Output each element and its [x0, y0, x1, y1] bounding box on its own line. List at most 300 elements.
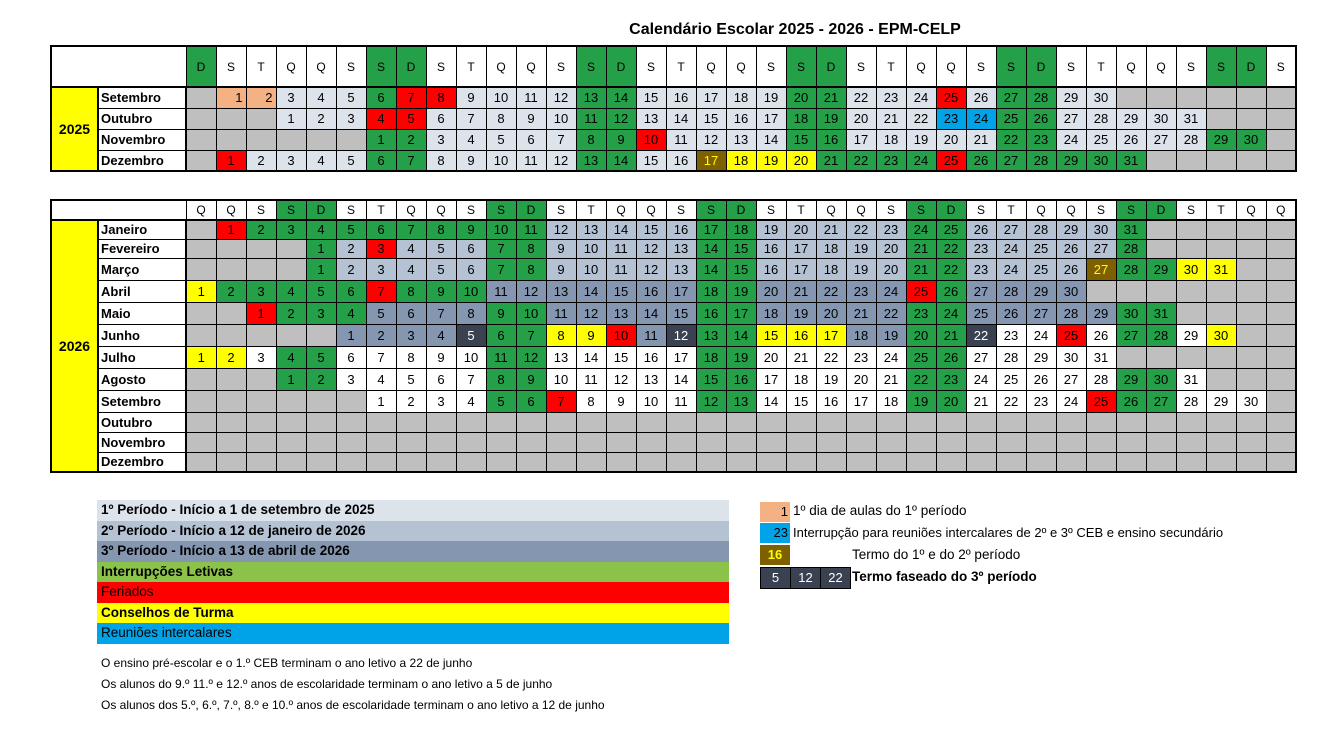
- day-cell: 26: [936, 280, 966, 302]
- empty-cell: [366, 432, 396, 452]
- day-cell: 4: [366, 368, 396, 390]
- day-cell: 6: [366, 220, 396, 239]
- empty-cell: [186, 258, 216, 280]
- empty-cell: [1236, 368, 1266, 390]
- empty-cell: [1146, 280, 1176, 302]
- day-cell: 27: [966, 346, 996, 368]
- empty-cell: [186, 324, 216, 346]
- day-cell: 20: [786, 150, 816, 171]
- note-1: O ensino pré-escolar e o 1.º CEB terminam o ano letivo a 22 de junho: [101, 656, 473, 670]
- day-cell: 17: [696, 220, 726, 239]
- month-label: Novembro: [98, 129, 186, 150]
- day-cell: 21: [906, 239, 936, 258]
- day-cell: 18: [816, 239, 846, 258]
- empty-cell: [786, 412, 816, 432]
- day-cell: 7: [366, 346, 396, 368]
- empty-cell: [186, 87, 216, 108]
- empty-cell: [756, 432, 786, 452]
- day-cell: 21: [786, 346, 816, 368]
- day-cell: 28: [1176, 390, 1206, 412]
- empty-cell: [846, 452, 876, 472]
- empty-cell: [1266, 280, 1296, 302]
- empty-cell: [726, 452, 756, 472]
- day-cell: 3: [276, 220, 306, 239]
- day-cell: 11: [546, 302, 576, 324]
- empty-cell: [1146, 412, 1176, 432]
- weekday-header: T: [1086, 46, 1116, 87]
- empty-cell: [1176, 452, 1206, 472]
- legend-interrupcoes: Interrupções Letivas: [97, 562, 729, 583]
- day-cell: 8: [576, 129, 606, 150]
- day-cell: 11: [516, 220, 546, 239]
- day-cell: 20: [786, 87, 816, 108]
- day-cell: 24: [996, 258, 1026, 280]
- day-cell: 2: [336, 239, 366, 258]
- day-cell: 16: [786, 324, 816, 346]
- day-cell: 16: [756, 258, 786, 280]
- day-cell: 24: [936, 302, 966, 324]
- empty-cell: [816, 452, 846, 472]
- day-cell: 26: [1116, 129, 1146, 150]
- day-cell: 16: [816, 129, 846, 150]
- day-cell: 21: [786, 280, 816, 302]
- day-cell: 30: [1146, 368, 1176, 390]
- day-cell: 17: [786, 239, 816, 258]
- day-cell: 25: [966, 302, 996, 324]
- day-cell: 17: [666, 346, 696, 368]
- day-cell: 20: [906, 324, 936, 346]
- empty-cell: [1146, 150, 1176, 171]
- empty-cell: [396, 432, 426, 452]
- day-cell: 14: [606, 150, 636, 171]
- empty-cell: [336, 390, 366, 412]
- empty-cell: [906, 412, 936, 432]
- key-first-day-swatch: 1: [760, 502, 790, 522]
- day-cell: 5: [336, 87, 366, 108]
- empty-cell: [186, 239, 216, 258]
- empty-cell: [246, 390, 276, 412]
- empty-cell: [216, 432, 246, 452]
- day-cell: 3: [276, 150, 306, 171]
- day-cell: 9: [516, 108, 546, 129]
- empty-cell: [1236, 239, 1266, 258]
- day-cell: 13: [636, 368, 666, 390]
- day-cell: 31: [1086, 346, 1116, 368]
- day-cell: 5: [306, 346, 336, 368]
- empty-cell: [516, 452, 546, 472]
- day-cell: 1: [276, 108, 306, 129]
- day-cell: 7: [456, 108, 486, 129]
- empty-cell: [1206, 280, 1236, 302]
- day-cell: 21: [876, 108, 906, 129]
- day-cell: 1: [306, 258, 336, 280]
- day-cell: 9: [426, 346, 456, 368]
- empty-cell: [426, 412, 456, 432]
- day-cell: 14: [666, 108, 696, 129]
- day-cell: 2: [246, 220, 276, 239]
- day-cell: 2: [396, 129, 426, 150]
- weekday-header: S: [756, 46, 786, 87]
- day-cell: 30: [1176, 258, 1206, 280]
- weekday-header: S: [1266, 46, 1296, 87]
- day-cell: 28: [1026, 220, 1056, 239]
- day-cell: 29: [1116, 108, 1146, 129]
- weekday-header: S: [1176, 200, 1206, 220]
- day-cell: 24: [906, 150, 936, 171]
- month-row: [51, 150, 1296, 171]
- weekday-header: S: [366, 46, 396, 87]
- day-cell: 10: [636, 390, 666, 412]
- weekday-header: D: [1146, 200, 1176, 220]
- day-cell: 19: [906, 129, 936, 150]
- month-label: Setembro: [98, 87, 186, 108]
- weekday-header: S: [486, 200, 516, 220]
- day-cell: 14: [576, 280, 606, 302]
- day-cell: 5: [396, 368, 426, 390]
- day-cell: 9: [426, 280, 456, 302]
- day-cell: 20: [936, 390, 966, 412]
- empty-cell: [1206, 220, 1236, 239]
- day-cell: 7: [546, 390, 576, 412]
- day-cell: 29: [1056, 220, 1086, 239]
- day-cell: 22: [996, 390, 1026, 412]
- day-cell: 24: [906, 220, 936, 239]
- empty-cell: [1266, 412, 1296, 432]
- day-cell: 25: [1026, 239, 1056, 258]
- day-cell: 20: [936, 129, 966, 150]
- day-cell: 12: [636, 258, 666, 280]
- empty-cell: [276, 452, 306, 472]
- month-label: Junho: [98, 324, 186, 346]
- day-cell: 25: [1026, 258, 1056, 280]
- weekday-header: T: [876, 46, 906, 87]
- empty-cell: [186, 390, 216, 412]
- empty-cell: [216, 239, 246, 258]
- day-cell: 8: [426, 220, 456, 239]
- empty-cell: [1236, 432, 1266, 452]
- day-cell: 26: [996, 302, 1026, 324]
- weekday-header: Q: [636, 200, 666, 220]
- day-cell: 7: [396, 150, 426, 171]
- empty-cell: [426, 432, 456, 452]
- day-cell: 4: [276, 280, 306, 302]
- empty-cell: [1176, 412, 1206, 432]
- day-cell: 11: [666, 390, 696, 412]
- day-cell: 13: [546, 346, 576, 368]
- day-cell: 2: [366, 324, 396, 346]
- empty-cell: [1206, 108, 1236, 129]
- empty-cell: [1086, 412, 1116, 432]
- day-cell: 26: [1056, 258, 1086, 280]
- day-cell: 11: [516, 150, 546, 171]
- day-cell: 7: [366, 280, 396, 302]
- empty-cell: [966, 452, 996, 472]
- day-cell: 9: [606, 129, 636, 150]
- weekday-header: T: [366, 200, 396, 220]
- day-cell: 6: [366, 150, 396, 171]
- day-cell: 22: [906, 108, 936, 129]
- weekday-header: S: [1086, 200, 1116, 220]
- month-label: Julho: [98, 346, 186, 368]
- day-cell: 15: [636, 87, 666, 108]
- day-cell: 27: [996, 150, 1026, 171]
- weekday-header: D: [186, 46, 216, 87]
- day-cell: 14: [606, 220, 636, 239]
- empty-cell: [1266, 150, 1296, 171]
- day-cell: 27: [1116, 324, 1146, 346]
- day-cell: 10: [546, 368, 576, 390]
- day-cell: 1: [186, 280, 216, 302]
- day-cell: 25: [936, 150, 966, 171]
- day-cell: 12: [666, 324, 696, 346]
- empty-cell: [186, 452, 216, 472]
- day-cell: 8: [516, 239, 546, 258]
- month-row: [51, 258, 1296, 280]
- day-cell: 24: [966, 108, 996, 129]
- day-cell: 2: [276, 302, 306, 324]
- weekday-header: S: [456, 200, 486, 220]
- weekday-header: T: [786, 200, 816, 220]
- empty-cell: [306, 452, 336, 472]
- month-row: [51, 239, 1296, 258]
- day-cell: 14: [636, 302, 666, 324]
- day-cell: 30: [1086, 87, 1116, 108]
- weekday-header: S: [846, 46, 876, 87]
- key-phase-2: 12: [790, 567, 821, 589]
- empty-cell: [396, 412, 426, 432]
- day-cell: 24: [966, 368, 996, 390]
- weekday-header: Q: [936, 46, 966, 87]
- day-cell: 26: [1026, 368, 1056, 390]
- day-cell: 30: [1206, 324, 1236, 346]
- month-label: Setembro: [98, 390, 186, 412]
- day-cell: 9: [546, 239, 576, 258]
- empty-cell: [1236, 258, 1266, 280]
- day-cell: 11: [486, 346, 516, 368]
- day-cell: 23: [936, 368, 966, 390]
- weekday-header: S: [246, 200, 276, 220]
- day-cell: 7: [486, 258, 516, 280]
- day-cell: 18: [816, 258, 846, 280]
- day-cell: 28: [1026, 150, 1056, 171]
- empty-cell: [906, 432, 936, 452]
- empty-cell: [216, 412, 246, 432]
- day-cell: 19: [816, 108, 846, 129]
- empty-cell: [336, 129, 366, 150]
- day-cell: 5: [396, 108, 426, 129]
- day-cell: 28: [1146, 324, 1176, 346]
- empty-cell: [1086, 452, 1116, 472]
- day-cell: 22: [846, 87, 876, 108]
- day-cell: 10: [486, 220, 516, 239]
- day-cell: 12: [606, 108, 636, 129]
- day-cell: 12: [696, 129, 726, 150]
- month-row: [51, 220, 1296, 239]
- empty-cell: [816, 412, 846, 432]
- empty-cell: [276, 258, 306, 280]
- weekday-header: Q: [276, 46, 306, 87]
- weekday-header: Q: [906, 46, 936, 87]
- empty-cell: [306, 129, 336, 150]
- empty-cell: [1236, 108, 1266, 129]
- weekday-header: Q: [1146, 46, 1176, 87]
- empty-cell: [1176, 87, 1206, 108]
- month-label: Fevereiro: [98, 239, 186, 258]
- day-cell: 25: [936, 87, 966, 108]
- day-cell: 10: [486, 87, 516, 108]
- day-cell: 18: [726, 87, 756, 108]
- weekday-header: S: [996, 46, 1026, 87]
- empty-cell: [516, 432, 546, 452]
- key-phase-3: 22: [820, 567, 851, 589]
- empty-cell: [666, 432, 696, 452]
- day-cell: 16: [636, 346, 666, 368]
- day-cell: 28: [1086, 368, 1116, 390]
- day-cell: 17: [846, 129, 876, 150]
- empty-cell: [1116, 280, 1146, 302]
- day-cell: 23: [1026, 129, 1056, 150]
- weekday-header: S: [276, 200, 306, 220]
- day-cell: 21: [876, 368, 906, 390]
- day-cell: 31: [1146, 302, 1176, 324]
- empty-cell: [1146, 239, 1176, 258]
- day-cell: 4: [306, 87, 336, 108]
- day-cell: 19: [876, 324, 906, 346]
- day-cell: 27: [1056, 108, 1086, 129]
- empty-cell: [996, 432, 1026, 452]
- empty-cell: [1116, 346, 1146, 368]
- day-cell: 30: [1236, 390, 1266, 412]
- empty-cell: [1176, 150, 1206, 171]
- day-cell: 27: [1086, 258, 1116, 280]
- day-cell: 23: [966, 239, 996, 258]
- empty-cell: [1266, 87, 1296, 108]
- key-termo-swatch: 16: [760, 545, 790, 565]
- key-phase-1: 5: [760, 567, 791, 589]
- empty-cell: [546, 452, 576, 472]
- empty-cell: [1116, 452, 1146, 472]
- weekday-header: S: [336, 46, 366, 87]
- day-cell: 5: [426, 239, 456, 258]
- day-cell: 13: [726, 390, 756, 412]
- empty-cell: [216, 129, 246, 150]
- month-label: Dezembro: [98, 150, 186, 171]
- day-cell: 3: [426, 390, 456, 412]
- day-cell: 31: [1206, 258, 1236, 280]
- weekday-header: Q: [186, 200, 216, 220]
- empty-cell: [1206, 150, 1236, 171]
- day-cell: 23: [876, 220, 906, 239]
- weekday-header: S: [966, 46, 996, 87]
- day-cell: 1: [276, 368, 306, 390]
- day-cell: 6: [426, 108, 456, 129]
- weekday-header: Q: [816, 200, 846, 220]
- empty-cell: [246, 239, 276, 258]
- day-cell: 22: [846, 220, 876, 239]
- day-cell: 8: [396, 346, 426, 368]
- empty-cell: [1056, 432, 1086, 452]
- day-cell: 19: [786, 302, 816, 324]
- day-cell: 23: [1026, 390, 1056, 412]
- empty-cell: [306, 390, 336, 412]
- day-cell: 13: [576, 220, 606, 239]
- empty-cell: [216, 302, 246, 324]
- empty-cell: [186, 302, 216, 324]
- month-label: Abril: [98, 280, 186, 302]
- empty-cell: [1236, 220, 1266, 239]
- empty-cell: [246, 452, 276, 472]
- day-cell: 17: [696, 150, 726, 171]
- day-cell: 25: [906, 280, 936, 302]
- day-cell: 6: [366, 87, 396, 108]
- empty-cell: [786, 452, 816, 472]
- day-cell: 8: [546, 324, 576, 346]
- day-cell: 14: [576, 346, 606, 368]
- day-cell: 22: [936, 239, 966, 258]
- calendar-2025: [50, 45, 1297, 172]
- empty-cell: [246, 368, 276, 390]
- empty-cell: [216, 452, 246, 472]
- period-legend: [97, 500, 729, 644]
- month-label: Outubro: [98, 412, 186, 432]
- empty-cell: [1176, 432, 1206, 452]
- empty-cell: [1236, 324, 1266, 346]
- empty-cell: [396, 452, 426, 472]
- day-cell: 11: [576, 108, 606, 129]
- day-cell: 10: [546, 108, 576, 129]
- day-cell: 21: [816, 150, 846, 171]
- empty-cell: [186, 108, 216, 129]
- empty-cell: [1176, 346, 1206, 368]
- empty-cell: [606, 412, 636, 432]
- empty-cell: [246, 258, 276, 280]
- day-cell: 4: [306, 150, 336, 171]
- empty-cell: [876, 412, 906, 432]
- day-cell: 21: [906, 258, 936, 280]
- day-cell: 15: [666, 302, 696, 324]
- day-cell: 20: [846, 108, 876, 129]
- empty-cell: [1086, 280, 1116, 302]
- weekday-header: S: [1206, 46, 1236, 87]
- day-cell: 8: [396, 280, 426, 302]
- weekday-header: Q: [1056, 200, 1086, 220]
- empty-cell: [276, 239, 306, 258]
- day-cell: 4: [306, 220, 336, 239]
- weekday-header: S: [696, 200, 726, 220]
- key-termo-text: Termo do 1º e do 2º período: [852, 547, 1021, 562]
- day-cell: 29: [1116, 368, 1146, 390]
- empty-cell: [486, 452, 516, 472]
- empty-cell: [1176, 302, 1206, 324]
- day-cell: 22: [816, 280, 846, 302]
- legend-p2: 2º Período - Início a 12 de janeiro de 2026: [97, 521, 729, 542]
- key-phase-text: Termo faseado do 3º período: [852, 569, 1037, 584]
- day-cell: 28: [996, 346, 1026, 368]
- day-cell: 28: [1026, 87, 1056, 108]
- empty-cell: [1266, 220, 1296, 239]
- weekday-header: T: [996, 200, 1026, 220]
- day-cell: 17: [816, 324, 846, 346]
- empty-cell: [216, 368, 246, 390]
- empty-cell: [936, 432, 966, 452]
- weekday-header: Q: [1236, 200, 1266, 220]
- empty-cell: [276, 432, 306, 452]
- day-cell: 6: [426, 368, 456, 390]
- weekday-header: D: [396, 46, 426, 87]
- day-cell: 12: [636, 239, 666, 258]
- day-cell: 11: [486, 280, 516, 302]
- empty-cell: [666, 452, 696, 472]
